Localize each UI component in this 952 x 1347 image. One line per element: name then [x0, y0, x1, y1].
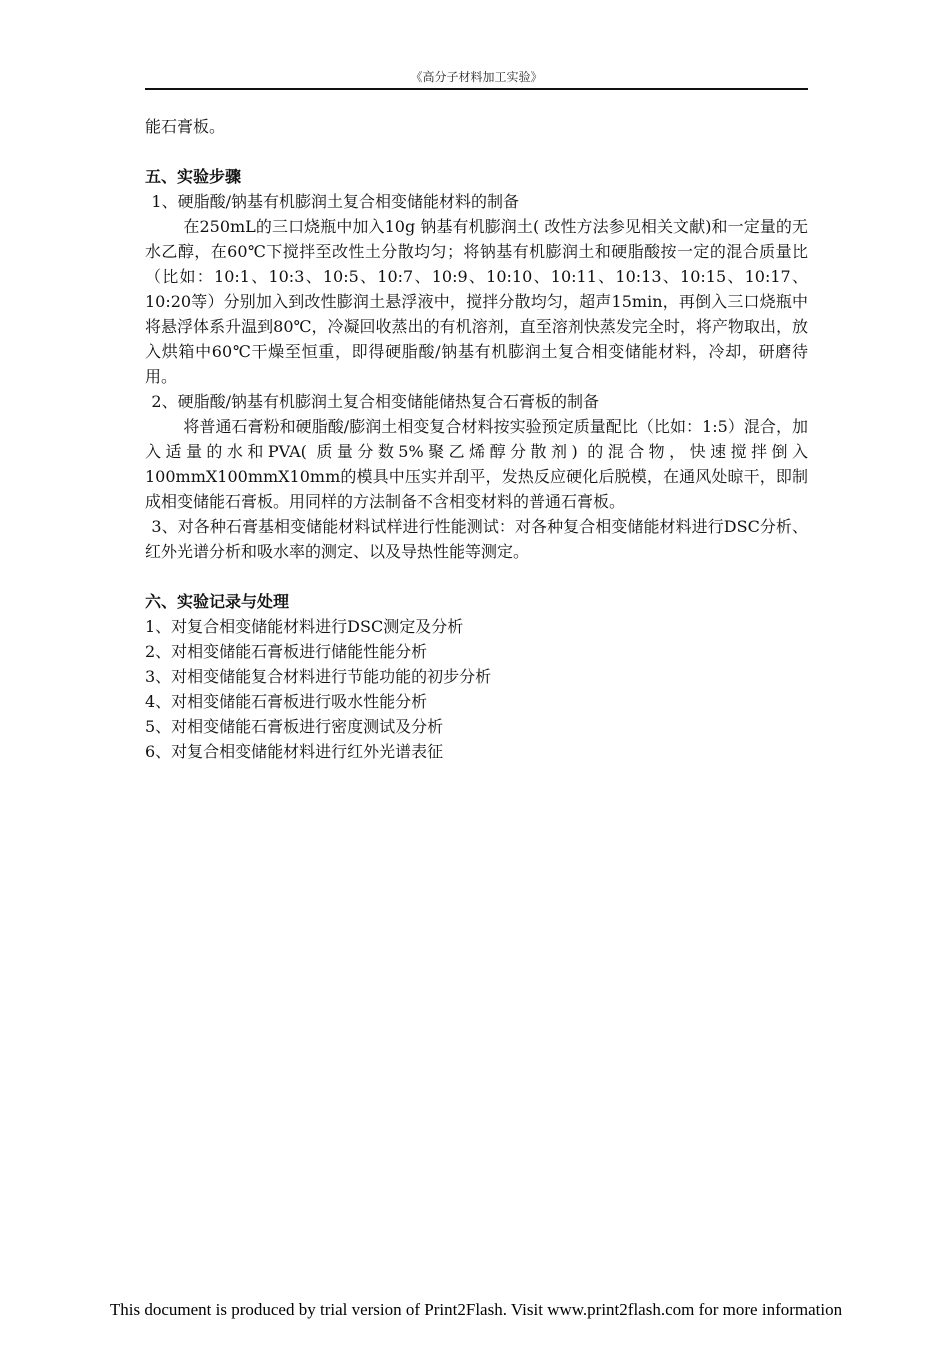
running-header: 《高分子材料加工实验》	[410, 70, 543, 84]
spacer	[145, 139, 808, 164]
lead-text: 能石膏板。	[145, 117, 226, 136]
step-1-body: 在250mL的三口烧瓶中加入10g 钠基有机膨润土( 改性方法参见相关文献)和一定量的无水乙醇，在60℃下搅拌至改性土分散均匀；将钠基有机膨润土和硬脂酸按一定的混合质量比（比如：10:1、10:3、10:5、10:7、10:9、10:10、10:11、10:13、10:15、10:17、10:20等）分别加入到改性膨润土悬浮液中，搅拌分散均匀，超声15min，再倒入三口烧瓶中将悬浮体系升温到80℃，冷凝回收蒸出的有机溶剂，直至溶剂快蒸发完全时，将产物取出，放入烘箱中60℃干燥至恒重，即得硬脂酸/钠基有机膨润土复合相变储能材料，冷却，研磨待用。	[145, 217, 808, 386]
section-heading-records: 六、实验记录与处理	[145, 592, 290, 611]
trial-version-notice: This document is produced by trial version of Print2Flash. Visit www.print2flash.com for more information	[109, 1300, 843, 1319]
step-1-title: 1、硬脂酸/钠基有机膨润土复合相变储能材料的制备	[151, 192, 519, 211]
section-heading-steps: 五、实验步骤	[145, 167, 242, 186]
record-item-2: 2、对相变储能石膏板进行储能性能分析	[145, 642, 428, 661]
spacer	[145, 564, 808, 589]
record-item-4: 4、对相变储能石膏板进行吸水性能分析	[145, 692, 428, 711]
header-rule	[145, 88, 808, 90]
record-item-1: 1、对复合相变储能材料进行DSC测定及分析	[145, 617, 464, 636]
step-2-title: 2、硬脂酸/钠基有机膨润土复合相变储能储热复合石膏板的制备	[151, 392, 599, 411]
document-body	[145, 114, 808, 764]
record-item-3: 3、对相变储能复合材料进行节能功能的初步分析	[145, 667, 492, 686]
step-3-text: 3、对各种石膏基相变储能材料试样进行性能测试：对各种复合相变储能材料进行DSC分析、红外光谱分析和吸水率的测定、以及导热性能等测定。	[145, 517, 808, 561]
record-item-6: 6、对复合相变储能材料进行红外光谱表征	[145, 742, 444, 761]
record-item-5: 5、对相变储能石膏板进行密度测试及分析	[145, 717, 444, 736]
step-2-body: 将普通石膏粉和硬脂酸/膨润土相变复合材料按实验预定质量配比（比如：1:5）混合，加入适量的水和PVA( 质量分数5%聚乙烯醇分散剂) 的混合物，快速搅拌倒入100mmX100mmX10mm的模具中压实并刮平，发热反应硬化后脱模，在通风处晾干，即制成相变储能石膏板。用同样的方法制备不含相变材料的普通石膏板。	[145, 417, 808, 511]
